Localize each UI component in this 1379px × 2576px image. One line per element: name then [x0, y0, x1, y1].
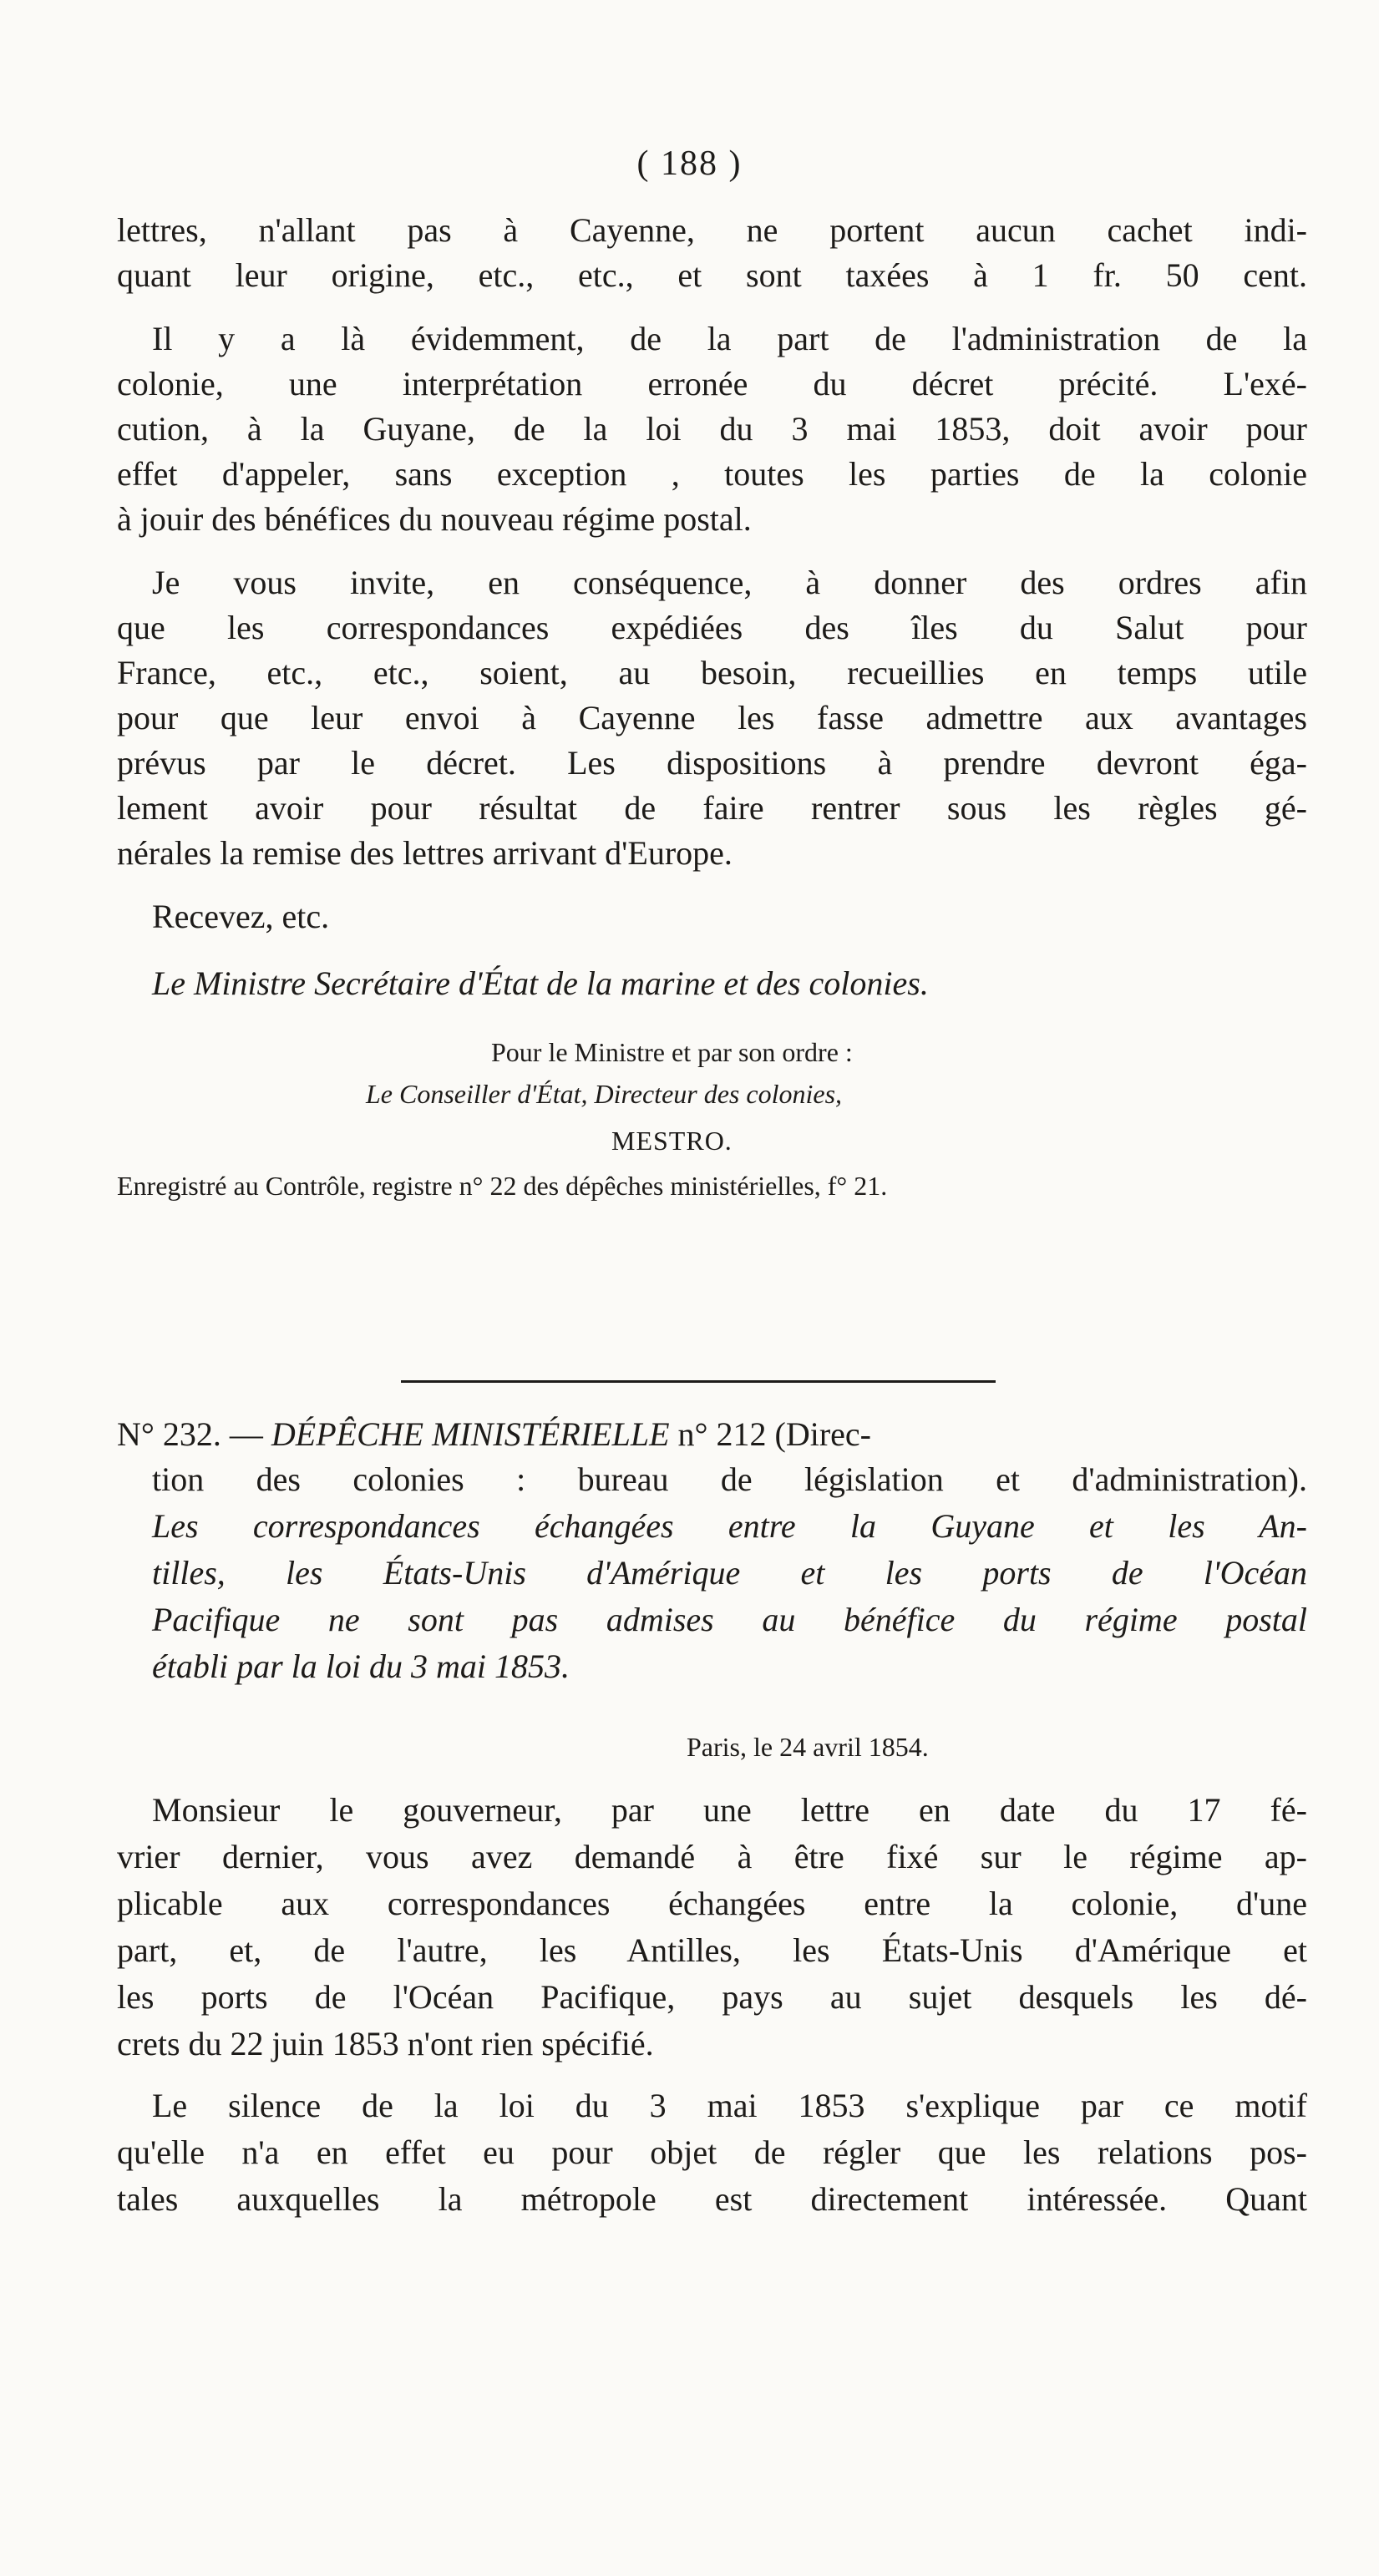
- signature: MESTRO.: [611, 1126, 733, 1156]
- text-line: effet d'appeler, sans exception , toutes les parties de la colonie: [117, 455, 1307, 493]
- text-line: lement avoir pour résultat de faire rentrer sous les règles gé-: [117, 789, 1307, 827]
- minister-title: Le Ministre Secrétaire d'État de la marine et des colonies.: [152, 964, 929, 1002]
- text-line: lettres, n'allant pas à Cayenne, ne portent aucun cachet indi-: [117, 211, 1307, 249]
- text-line: qu'elle n'a en effet eu pour objet de régler que les relations pos-: [117, 2133, 1307, 2171]
- text-line: Monsieur le gouverneur, par une lettre en date du 17 fé-: [152, 1791, 1307, 1829]
- text-line: tales auxquelles la métropole est directement intéressée. Quant: [117, 2180, 1307, 2218]
- text-line: les ports de l'Océan Pacifique, pays au sujet desquels les dé-: [117, 1978, 1307, 2016]
- order-line: Pour le Ministre et par son ordre :: [491, 1037, 853, 1067]
- text-line: plicable aux correspondances échangées entre la colonie, d'une: [117, 1885, 1307, 1922]
- text-line: colonie, une interprétation erronée du décret précité. L'exé-: [117, 365, 1307, 402]
- text-line: Il y a là évidemment, de la part de l'administration de la: [152, 320, 1307, 357]
- text-line: part, et, de l'autre, les Antilles, les États-Unis d'Amérique et: [117, 1931, 1307, 1969]
- councillor-line: Le Conseiller d'État, Directeur des colonies,: [366, 1079, 843, 1109]
- closing-formula: Recevez, etc.: [152, 898, 330, 935]
- summary-line: établi par la loi du 3 mai 1853.: [152, 1647, 570, 1685]
- summary-line: Pacifique ne sont pas admises au bénéfice du régime postal: [152, 1601, 1307, 1638]
- dispatch-reference: n° 212 (Direc-: [677, 1415, 871, 1453]
- text-line: quant leur origine, etc., etc., et sont taxées à 1 fr. 50 cent.: [117, 256, 1307, 294]
- text-line: que les correspondances expédiées des îles du Salut pour: [117, 609, 1307, 646]
- summary-line: tilles, les États-Unis d'Amérique et les ports de l'Océan: [152, 1554, 1307, 1592]
- text-line: pour que leur envoi à Cayenne les fasse admettre aux avantages: [117, 699, 1307, 736]
- summary-line: Les correspondances échangées entre la Guyane et les An-: [152, 1507, 1307, 1545]
- text-line: Le silence de la loi du 3 mai 1853 s'explique par ce motif: [152, 2087, 1307, 2124]
- text-line: Je vous invite, en conséquence, à donner des ordres afin: [152, 564, 1307, 601]
- dispatch-title: DÉPÊCHE MINISTÉRIELLE: [271, 1415, 670, 1453]
- page-number: ( 188 ): [636, 144, 743, 183]
- text-line: à jouir des bénéfices du nouveau régime postal.: [117, 500, 752, 538]
- text-line: nérales la remise des lettres arrivant d'Europe.: [117, 834, 733, 872]
- registration-note: Enregistré au Contrôle, registre n° 22 des dépêches ministérielles, f° 21.: [117, 1171, 888, 1201]
- dispatch-heading-line2: tion des colonies : bureau de législation et d'administration).: [152, 1460, 1307, 1498]
- dispatch-heading: [117, 1411, 1307, 1458]
- text-line: France, etc., etc., soient, au besoin, recueillies en temps utile: [117, 654, 1307, 691]
- text-line: vrier dernier, vous avez demandé à être fixé sur le régime ap-: [117, 1838, 1307, 1875]
- text-line: cution, à la Guyane, de la loi du 3 mai 1853, doit avoir pour: [117, 410, 1307, 448]
- text-line: prévus par le décret. Les dispositions à prendre devront éga-: [117, 744, 1307, 782]
- dispatch-date: Paris, le 24 avril 1854.: [687, 1732, 929, 1762]
- section-divider: [401, 1380, 996, 1383]
- text-line: crets du 22 juin 1853 n'ont rien spécifié.: [117, 2025, 654, 2062]
- dispatch-number: N° 232. —: [117, 1415, 263, 1453]
